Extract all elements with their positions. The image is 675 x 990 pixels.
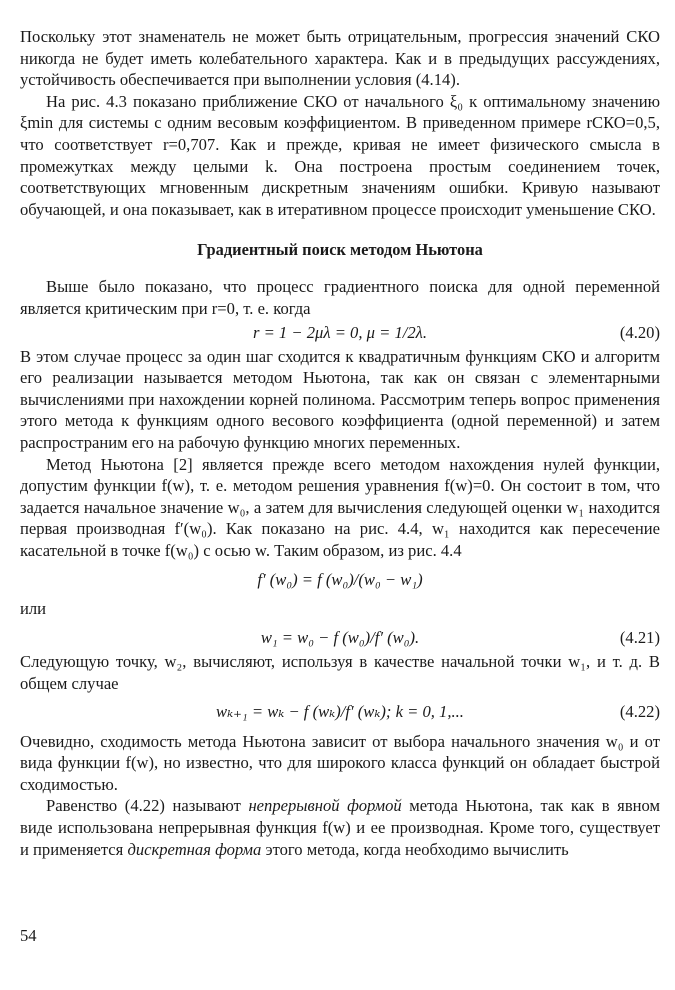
page-body bbox=[20, 26, 660, 860]
word-or: или bbox=[20, 599, 47, 619]
equation-4-21 bbox=[20, 625, 660, 651]
section-heading: Градиентный поиск методом Ньютона bbox=[197, 240, 483, 260]
paragraph-6: Следующую точку, w₂, вычисляют, используя в качестве начальной точки w₁, и т. д. В общем случае bbox=[20, 652, 660, 694]
equation-4-20-number: (4.20) bbox=[619, 322, 660, 342]
equation-4-22 bbox=[20, 699, 660, 725]
paragraph-8-part-c: этого метода, когда необходимо вычислить bbox=[261, 839, 569, 859]
equation-4-22-number: (4.22) bbox=[619, 701, 660, 721]
paragraph-3: Выше было показано, что процесс градиентного поиска для одной переменной является критическим при r=0, т. е. когда bbox=[20, 277, 660, 318]
paragraph-1: Поскольку этот знаменатель не может быть отрицательным, прогрессия значений СКО никогда не будет иметь колебательного характера. Как и в предыдущих рассуждениях, устойчивость обеспечивается при выполнении условия (4.14). bbox=[20, 27, 660, 90]
paragraph-4: В этом случае процесс за один шаг сходится к квадратичным функциям СКО и алгоритм его реализации называется методом Ньютона, так как он связан с элементарными вычислениями при нахождении корней полинома. Рассмотрим теперь вопрос применения этого метода к функциям одного весового коэффициента (одной переменной) и затем распространим его на рабочую функцию многих переменных. bbox=[20, 346, 660, 452]
equation-4-21-number: (4.21) bbox=[619, 628, 660, 648]
equation-4-20-body: r = 1 − 2μλ = 0, μ = 1/2λ. bbox=[252, 322, 427, 342]
page-number: 54 bbox=[20, 926, 37, 945]
equation-4-20 bbox=[20, 320, 660, 346]
paragraph-8 bbox=[20, 795, 660, 860]
equation-derivative-body: f′ (w₀) = f (w₀)/(w₀ − w₁) bbox=[257, 570, 423, 590]
paragraph-8-part-b: метода Ньютона, так как в явном виде использована непрерывная функция f(w) и ее производная. Кроме того, существует и применяется bbox=[20, 796, 661, 859]
paragraph-7: Очевидно, сходимость метода Ньютона зависит от выбора начального значения w₀ и от вида функции f(w), но известно, что для широкого класса функций он обладает быстрой сходимостью. bbox=[20, 731, 660, 794]
equation-4-21-body: w₁ = w₀ − f (w₀)/f′ (w₀). bbox=[260, 628, 420, 648]
equation-4-22-body: wₖ₊₁ = wₖ − f (wₖ)/f′ (wₖ); k = 0, 1,... bbox=[216, 701, 464, 721]
paragraph-8-part-a: Равенство (4.22) называют bbox=[46, 796, 249, 816]
paragraph-2: На рис. 4.3 показано приближение СКО от начального ξ₀ к оптимальному значению ξmin для системы с одним весовым коэффициентом. В приведенном примере rСКО=0,5, что соответствует r=0,707. Как и прежде, кривая не имеет физического смысла в промежутках между целыми k. Она построена простым соединением точек, соответствующих мгновенным дискретным значениям ошибки. Кривую называют обучающей, и она показывает, как в итеративном процессе происходит уменьшение СКО. bbox=[20, 91, 660, 219]
paragraph-5: Метод Ньютона [2] является прежде всего методом нахождения нулей функции, допустим функции f(w), т. е. методом решения уравнения f(w)=0. Он состоит в том, что задается начальное значение w₀, а затем для вычисления следующей оценки w₁ находится первая производная f′(w₀). Как показано на рис. 4.4, w₁ находится как пересечение касательной в точке f(w₀) с осью w. Таким образом, из рис. 4.4 bbox=[20, 454, 660, 560]
term-continuous-form: непрерывной формой bbox=[248, 796, 402, 816]
term-discrete-form: дискретная форма bbox=[127, 839, 262, 859]
equation-derivative bbox=[20, 567, 660, 593]
